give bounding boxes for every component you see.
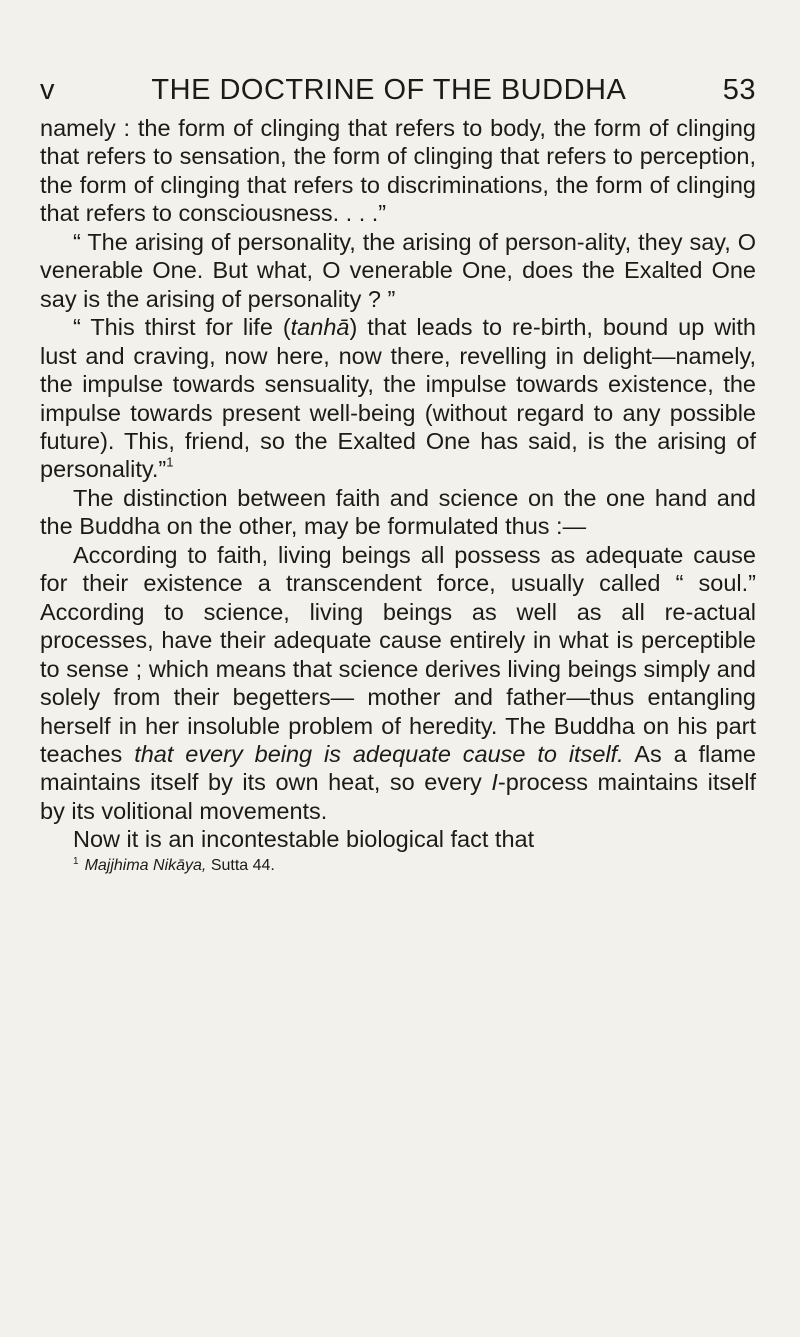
paragraph-5-italic-i: I bbox=[491, 769, 498, 796]
paragraph-4: The distinction between faith and science on the one hand and the Buddha on the other, may be formulated thus :— bbox=[40, 484, 756, 540]
paragraph-5-text-c: -process maintains itself by its volitional movements. bbox=[40, 769, 756, 824]
body-text bbox=[40, 114, 756, 854]
chapter-number: v bbox=[40, 74, 55, 106]
page-number: 53 bbox=[722, 74, 756, 106]
paragraph-3-italic-term: tanhā bbox=[290, 314, 350, 341]
paragraph-5-text-b: As a flame maintains itself by its own heat, so every bbox=[40, 740, 756, 796]
paragraph-3 bbox=[40, 313, 756, 484]
paragraph-1: namely : the form of clinging that refers to body, the form of clinging that refers to sensation, the form of clinging that refers to perception, the form of clinging that refers to discriminations, the form of clinging that refers to consciousness. . . .” bbox=[40, 115, 756, 227]
paragraph-5-italic-phrase: that every being is adequate cause to itself. bbox=[134, 740, 624, 767]
paragraph-5-text-a: According to faith, living beings all possess as adequate cause for their existence a transcendent force, usually called “ soul.” According to science, living beings as well as all re-actual processes, have their adequate cause entirely in what is perceptible to sense ; which means that science derives living beings simply and solely from their begetters— mother and father—thus entangling herself in her insoluble problem of heredity. The Buddha on his part teaches bbox=[40, 541, 756, 767]
footnote-reference: 1 bbox=[166, 455, 174, 471]
paragraph-3-text-b: ) that leads to re-birth, bound up with lust and craving, now here, now there, revelling in delight—namely, the impulse towards sensuality, the impulse towards existence, the impulse towards present well-being (without regard to any possible future). This, friend, so the Exalted One has said, is the arising of personality.” bbox=[40, 314, 756, 483]
footnote-source-rest: Sutta 44. bbox=[206, 856, 275, 874]
footnote-source-title: Majjhima Nikāya, bbox=[84, 856, 207, 874]
running-head bbox=[40, 72, 756, 112]
paragraph-6: Now it is an incontestable biological fact that bbox=[73, 826, 535, 853]
paragraph-5 bbox=[40, 541, 756, 826]
chapter-title: THE DOCTRINE OF THE BUDDHA bbox=[151, 74, 627, 106]
footnote-marker: 1 bbox=[73, 855, 79, 867]
book-page bbox=[40, 72, 756, 876]
paragraph-2: “ The arising of personality, the arising of person-ality, they say, O venerable One. But what, O venerable One, does the Exalted One say is the arising of personality ? ” bbox=[40, 228, 756, 312]
footnote bbox=[40, 856, 756, 876]
paragraph-3-text-a: “ This thirst for life ( bbox=[73, 314, 291, 341]
